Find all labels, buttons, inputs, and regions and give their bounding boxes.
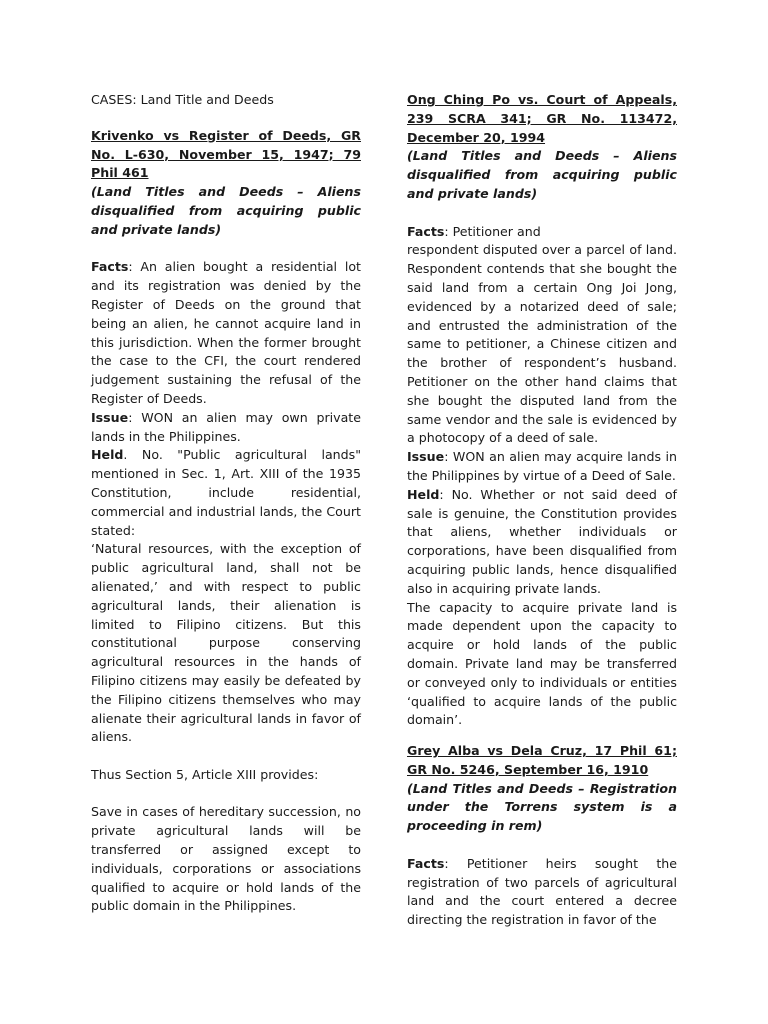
held-text: : No. Whether or not said deed of sale is genuine, the Constitution provides that aliens, whether individuals or corporations, have been disqualified from acquiring public lands, hence disqualified also in acquiring private lands. [407,486,677,596]
held-label: Held [407,486,440,502]
case-subtitle-grey-alba: (Land Titles and Deeds – Registration under the Torrens system is a proceeding in rem) [407,780,677,834]
issue-label: Issue [91,409,129,425]
facts-label: Facts [91,259,129,275]
issue-paragraph [91,409,361,447]
held-label: Held [91,447,124,463]
case-subtitle-ong-ching-po: (Land Titles and Deeds – Aliens disqualified from acquiring public and private lands) [407,148,677,201]
case-title-krivenko: Krivenko vs Register of Deeds, GR No. L-630, November 15, 1947; 79 Phil 461 [91,127,361,181]
held-paragraph-2: The capacity to acquire private land is made dependent upon the capacity to acquire or hold lands of the public domain. Private land may be transferred or conveyed only to individuals or entities ‘qualified to acquire lands of the public domain’. [407,599,677,728]
left-column [91,91,361,916]
quote-paragraph: ‘Natural resources, with the exception of public agricultural land, shall not be alienated,’ and with respect to public agricultural lands, their alienation is limited to Filipino citizens. But this constitutional purpose conserving agricultural resources in the hands of Filipino citizens may easily be defeated by the Filipino citizens themselves who may alienate their agricultural lands in favor of aliens. [91,541,361,745]
issue-text: : WON an alien may own private lands in the Philippines. [91,409,361,444]
facts-paragraph: respondent disputed over a parcel of land. Respondent contends that she bought the said land from a certain Ong Joi Jong, evidenced by a notarized deed of sale; and entrusted the administration of the same to petitioner, a Chinese citizen and the brother of respondent’s husband. Petitioner on the other hand claims that she bought the disputed land from the same vendor and the sale is evidenced by a photocopy of a deed of sale. [407,242,677,446]
section-text: Save in cases of hereditary succession, no private agricultural lands will be transferred or assigned except to individuals, corporations or associations qualified to acquire or hold lands of the public domain in the Philippines. [91,804,361,914]
facts-text: : Petitioner heirs sought the registration of two parcels of agricultural land and the court entered a decree directing the registration in favor of the [407,855,677,928]
facts-paragraph [407,855,677,930]
facts-label: Facts [407,223,445,239]
section-intro: Thus Section 5, Article XIII provides: [91,766,319,782]
document-title: CASES: Land Title and Deeds [91,92,274,107]
case-title-grey-alba: Grey Alba vs Dela Cruz, 17 Phil 61; GR No. 5246, September 16, 1910 [407,743,677,777]
facts-text: : An alien bought a residential lot and its registration was denied by the Register of Deeds on the ground that being an alien, he cannot acquire land in this jurisdiction. When the former brought the case to the CFI, the court rendered judgement sustaining the refusal of the Register of Deeds. [91,259,361,406]
issue-paragraph [407,448,677,486]
case-title-ong-ching-po: Ong Ching Po vs. Court of Appeals, 239 SCRA 341; GR No. 113472, December 20, 1994 [407,92,677,145]
held-text: . No. "Public agricultural lands" mentioned in Sec. 1, Art. XIII of the 1935 Constitution, include residential, commercial and industrial lands, the Court stated: [91,447,361,538]
facts-first-text: : Petitioner and [444,223,541,239]
case-subtitle-krivenko: (Land Titles and Deeds – Aliens disqualified from acquiring public and private lands) [91,184,361,237]
issue-label: Issue [407,449,445,465]
held-paragraph [91,446,361,540]
facts-label: Facts [407,855,445,871]
facts-first-line [407,223,677,242]
right-column [407,91,677,930]
issue-text: : WON an alien may acquire lands in the Philippines by virtue of a Deed of Sale. [407,449,677,483]
held-paragraph [407,486,677,599]
facts-paragraph [91,258,361,408]
